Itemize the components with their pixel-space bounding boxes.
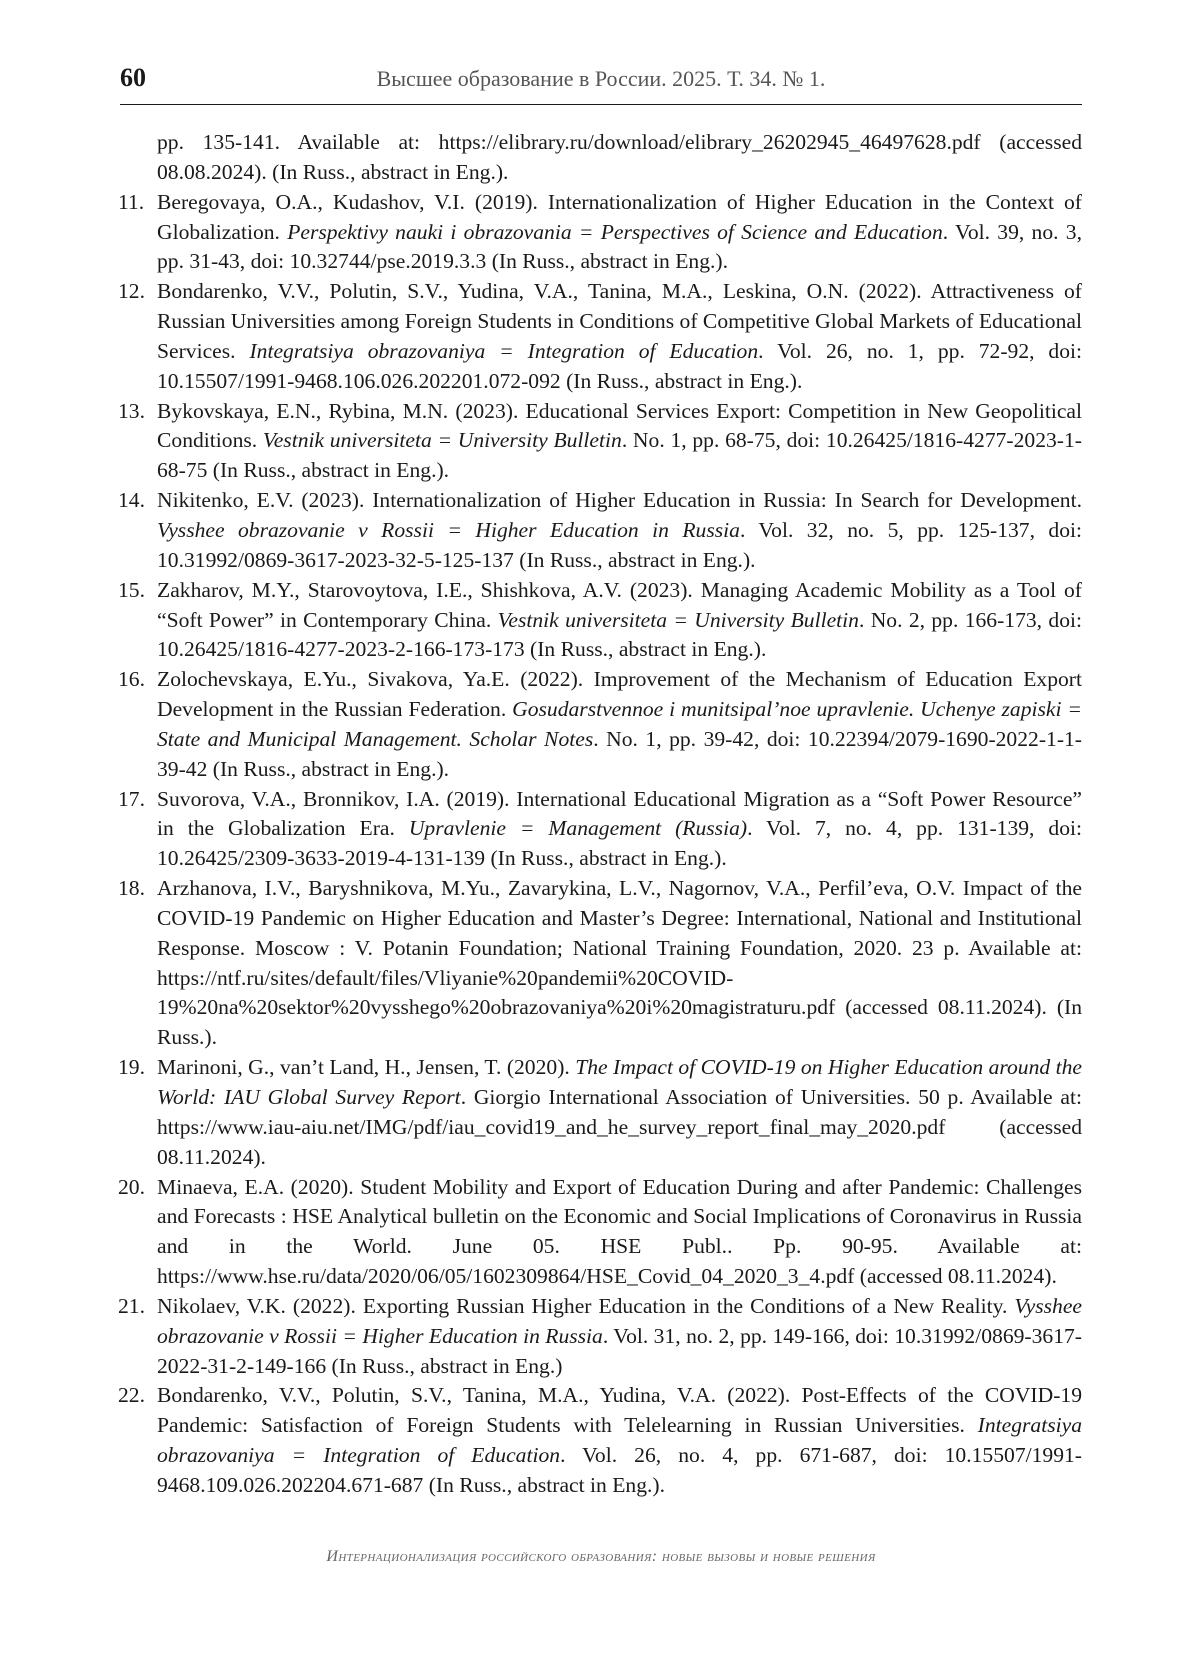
reference-item <box>120 1292 1082 1382</box>
page-header <box>120 62 1082 105</box>
reference-item <box>120 1053 1082 1172</box>
reference-text <box>157 486 1082 576</box>
reference-segment: Bondarenko, V.V., Polutin, S.V., Yudina, V.A., Tanina, M.A., Leskina, O.N. (2022). Attractiveness of Russian Universities among Foreign Students in Conditions of Competitive Global Markets of Educational Services. <box>157 279 1082 363</box>
reference-segment: . Vol. 32, no. 5, pp. 125-137, doi: 10.31992/0869-3617-2023-32-5-125-137 (In Russ., abstract in Eng.). <box>157 517 1083 572</box>
reference-text <box>157 1292 1082 1382</box>
reference-text <box>157 1381 1082 1500</box>
reference-segment: Nikolaev, V.K. (2022). Exporting Russian Higher Education in the Conditions of a New Reality. <box>157 1293 1015 1318</box>
reference-number: 12. <box>118 279 145 304</box>
reference-source-title: Vestnik universiteta = University Bulletin <box>497 607 859 632</box>
reference-text <box>157 128 1082 188</box>
reference-source-title: The Impact of COVID-19 on Higher Education around the World: IAU Global Survey Report <box>157 1055 1083 1109</box>
reference-segment: . Vol. 7, no. 4, pp. 131-139, doi: 10.26425/2309-3633-2019-4-131-139 (In Russ., abstract in Eng.). <box>157 816 1082 871</box>
reference-number: 20. <box>118 1174 145 1199</box>
reference-number: 21. <box>118 1293 145 1318</box>
reference-item <box>120 665 1082 784</box>
reference-number: 16. <box>118 667 145 692</box>
reference-segment: . Vol. 26, no. 1, pp. 72-92, doi: 10.15507/1991-9468.106.026.202201.072-092 (In Russ., abstract in Eng.). <box>157 338 1083 393</box>
reference-item <box>120 1173 1082 1292</box>
reference-source-title: Vysshee obrazovanie v Rossii = Higher Education in Russia <box>157 1293 1082 1348</box>
page-number: 60 <box>120 63 146 92</box>
reference-item <box>120 785 1082 875</box>
reference-text <box>157 397 1082 487</box>
reference-number: 13. <box>118 398 145 423</box>
reference-text <box>157 874 1082 1053</box>
reference-item <box>120 874 1082 1053</box>
reference-segment: . Vol. 31, no. 2, pp. 149-166, doi: 10.31992/0869-3617-2022-31-2-149-166 (In Russ., abstract in Eng.) <box>157 1323 1082 1378</box>
reference-item <box>120 277 1082 396</box>
reference-segment: Beregovaya, O.A., Kudashov, V.I. (2019). Internationalization of Higher Education in the Context of Globalization. <box>157 189 1082 244</box>
reference-source-title: Vestnik universiteta = University Bulletin <box>262 428 622 453</box>
reference-segment: Marinoni, G., van’t Land, H., Jensen, T. (2020). <box>157 1055 576 1080</box>
reference-segment: Suvorova, V.A., Bronnikov, I.A. (2019). International Educational Migration as a “Soft Power Resource” in the Globalization Era. <box>157 786 1082 841</box>
reference-text <box>157 1053 1082 1172</box>
reference-segment: . No. 2, pp. 166-173, doi: 10.26425/1816-4277-2023-2-166-173-173 (In Russ., abstract in Eng.). <box>157 607 1083 662</box>
reference-source-title: Integratsiya obrazovaniya = Integration of Education <box>157 1413 1082 1468</box>
reference-number: 15. <box>118 577 145 602</box>
page-footer: Интернационализация российского образования: новые вызовы и новые решения <box>326 1548 876 1565</box>
reference-segment: Zakharov, M.Y., Starovoytova, I.E., Shishkova, A.V. (2023). Managing Academic Mobility as a Tool of “Soft Power” in Contemporary China. <box>157 577 1082 632</box>
reference-segment: Bondarenko, V.V., Polutin, S.V., Tanina, M.A., Yudina, V.A. (2022). Post-Effects of the COVID-19 Pandemic: Satisfaction of Foreign Students with Telelearning in Russian Universities. <box>157 1383 1082 1438</box>
reference-segment: Zolochevskaya, E.Yu., Sivakova, Ya.E. (2022). Improvement of the Mechanism of Education Export Development in the Russian Federation. <box>157 667 1082 722</box>
reference-number: 22. <box>118 1383 145 1408</box>
reference-segment: Nikitenko, E.V. (2023). Internationalization of Higher Education in Russia: In Search for Development. <box>157 488 1082 513</box>
reference-item <box>120 397 1082 487</box>
reference-segment: pp. 135-141. Available at: https://elibrary.ru/download/elibrary_26202945_46497628.pdf (accessed 08.08.2024). (In Russ., abstract in Eng.). <box>157 130 1082 184</box>
running-title: Высшее образование в России. 2025. Т. 34. № 1. <box>376 66 826 91</box>
reference-source-title: Vysshee obrazovanie v Rossii = Higher Education in Russia <box>157 517 740 542</box>
reference-item <box>120 128 1082 188</box>
reference-segment: . Giorgio International Association of Universities. 50 p. Available at: https://www.iau-aiu.net/IMG/pdf/iau_covid19_and_he_survey_report_final_may_2020.pdf (accessed 08.11.2024). <box>157 1085 1082 1169</box>
reference-source-title: Gosudarstvennoe i munitsipal’noe upravlenie. Uchenye zapiski = State and Municipal Management. Scholar Notes <box>157 697 1082 751</box>
reference-text <box>157 188 1082 278</box>
reference-item <box>120 1381 1082 1500</box>
reference-item <box>120 486 1082 576</box>
reference-source-title: Upravlenie = Management (Russia) <box>408 816 748 841</box>
reference-source-title: Perspektivy nauki i obrazovania = Perspectives of Science and Education <box>287 219 943 244</box>
reference-text <box>157 665 1082 784</box>
reference-text <box>157 576 1082 666</box>
reference-number: 19. <box>118 1055 145 1080</box>
reference-text <box>157 785 1082 875</box>
reference-list <box>120 128 1082 1501</box>
reference-segment: . No. 1, pp. 39-42, doi: 10.22394/2079-1690-2022-1-1-39-42 (In Russ., abstract in Eng.). <box>157 726 1082 781</box>
reference-segment: . No. 1, pp. 68-75, doi: 10.26425/1816-4277-2023-1-68-75 (In Russ., abstract in Eng.). <box>157 428 1082 483</box>
reference-source-title: Integratsiya obrazovaniya = Integration of Education <box>249 338 759 363</box>
reference-item <box>120 188 1082 278</box>
reference-item <box>120 576 1082 666</box>
reference-segment: Bykovskaya, E.N., Rybina, M.N. (2023). Educational Services Export: Competition in New Geopolitical Conditions. <box>157 398 1082 453</box>
reference-segment: . Vol. 26, no. 4, pp. 671-687, doi: 10.15507/1991-9468.109.026.202204.671-687 (In Russ., abstract in Eng.). <box>157 1443 1082 1497</box>
reference-number: 17. <box>118 786 145 811</box>
reference-text <box>157 1173 1082 1292</box>
reference-segment: Arzhanova, I.V., Baryshnikova, M.Yu., Zavarykina, L.V., Nagornov, V.A., Perfil’eva, O.V. Impact of the COVID-19 Pandemic on Higher Education and Master’s Degree: International, National and Institutional Response. Moscow : V. Potanin Foundation; National Training Foundation, 2020. 23 p. Available at: https://ntf.ru/sites/default/files/Vliyanie%20pandemii%20COVID-19%20na%20sektor%20vysshego%20obrazovaniya%20i%20magistraturu.pdf (accessed 08.11.2024). (In Russ.). <box>157 876 1082 1050</box>
reference-number: 11. <box>118 189 145 214</box>
reference-text <box>157 277 1082 396</box>
reference-number: 18. <box>118 876 145 901</box>
reference-segment: Minaeva, E.A. (2020). Student Mobility and Export of Education During and after Pandemic: Challenges and Forecasts : HSE Analytical bulletin on the Economic and Social Implications of Coronavirus in Russia and in the World. June 05. HSE Publ.. Pp. 90-95. Available at: https://www.hse.ru/data/2020/06/05/1602309864/HSE_Covid_04_2020_3_4.pdf (accessed 08.11.2024). <box>157 1174 1082 1289</box>
reference-number: 14. <box>118 488 145 513</box>
reference-segment: . Vol. 39, no. 3, pp. 31-43, doi: 10.32744/pse.2019.3.3 (In Russ., abstract in Eng.). <box>157 219 1082 274</box>
